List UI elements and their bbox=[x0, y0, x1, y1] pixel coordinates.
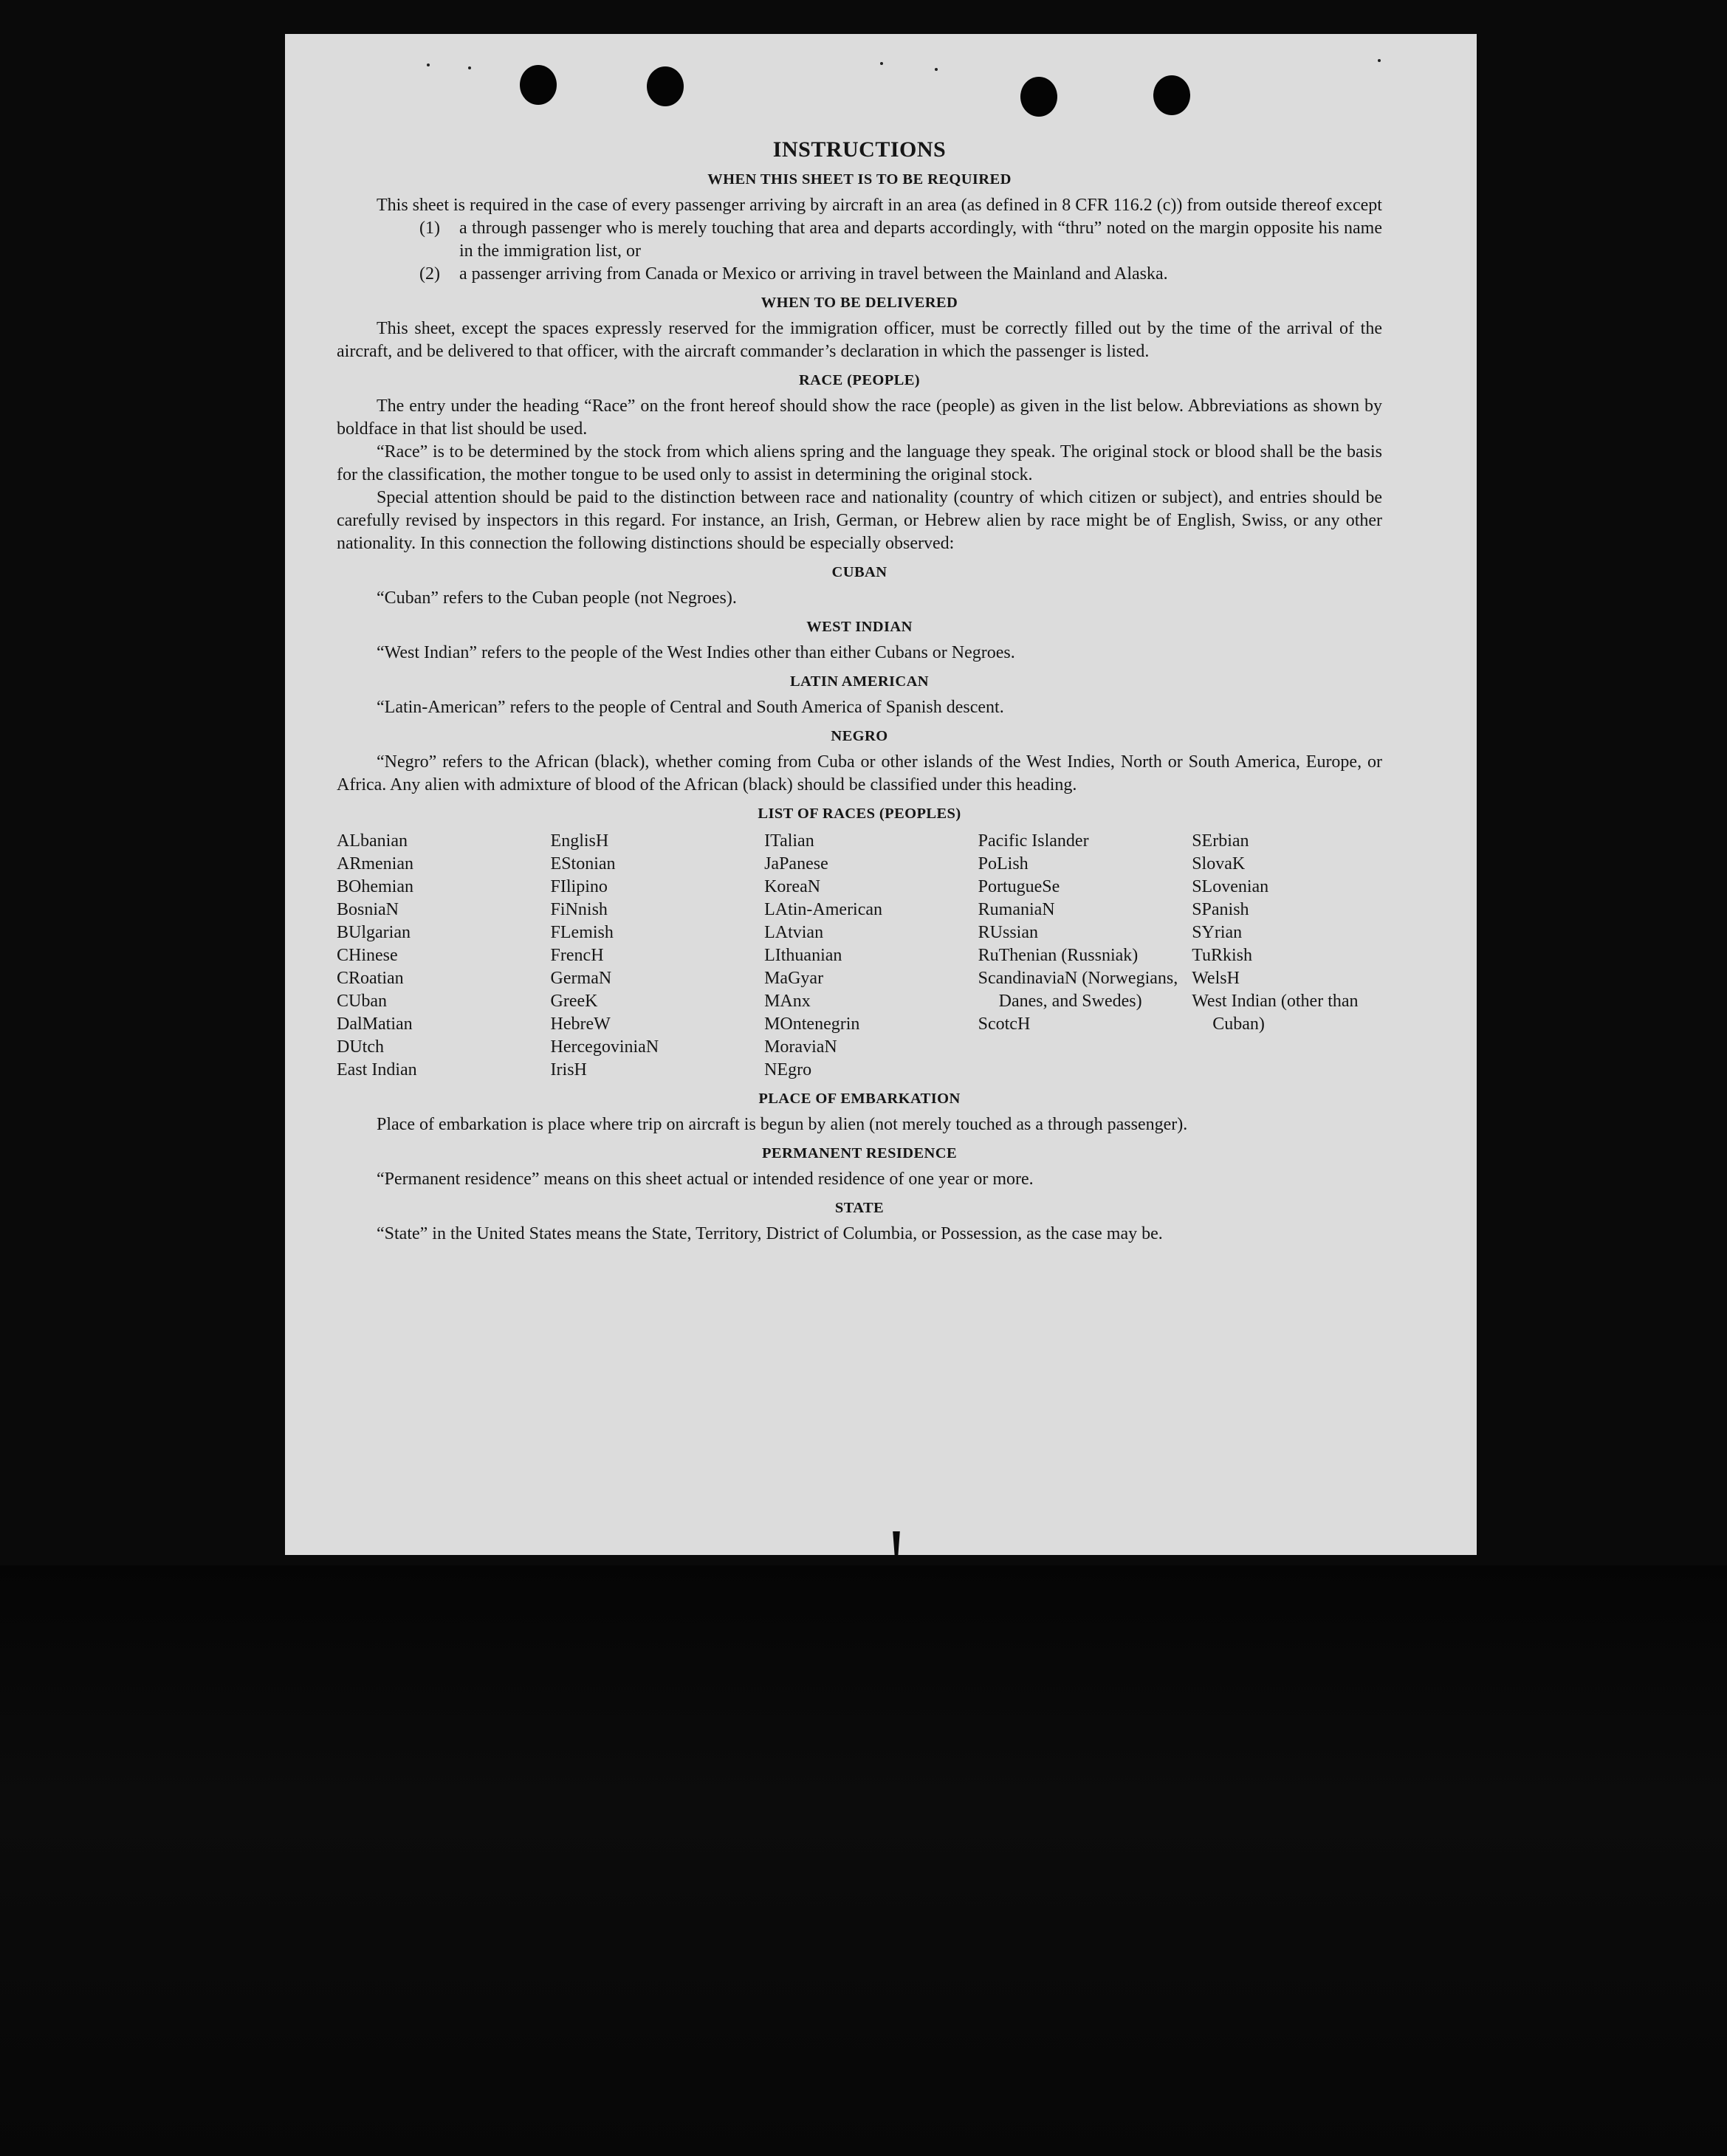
exception-text: a passenger arriving from Canada or Mexico or arriving in travel between the Mainland and Alaska. bbox=[459, 264, 1168, 284]
document-page bbox=[285, 34, 1477, 1555]
scanner-background bbox=[0, 1565, 1727, 2156]
race-entry: HebreW bbox=[550, 1015, 611, 1034]
paragraph: The entry under the heading “Race” on the front hereof should show the race (people) as given in the list below. Abbreviations as shown by boldface in that list should be used. bbox=[337, 396, 1382, 439]
race-entry: LIthuanian bbox=[764, 946, 842, 965]
definition-sections bbox=[337, 1091, 1382, 1246]
race-entry: BosniaN bbox=[337, 900, 399, 919]
exception-item bbox=[419, 263, 1382, 286]
instruction-sections bbox=[337, 171, 1382, 797]
race-entry: ITalian bbox=[764, 831, 814, 851]
race-entry: SErbian bbox=[1192, 831, 1249, 851]
race-entry: SPanish bbox=[1192, 900, 1249, 919]
exception-text: a through passenger who is merely touching that area and departs accordingly, with “thru” noted on the margin opposite his name in the immigration list, or bbox=[459, 219, 1382, 261]
race-entry: MAnx bbox=[764, 992, 811, 1011]
section-heading-place-of-embarkation: PLACE OF EMBARKATION bbox=[758, 1091, 961, 1107]
race-entry: HercegoviniaN bbox=[550, 1037, 659, 1057]
race-entry: EStonian bbox=[550, 854, 616, 873]
punch-hole bbox=[520, 65, 557, 105]
race-entry: ScotcH bbox=[978, 1015, 1031, 1034]
exception-number: (1) bbox=[419, 219, 440, 238]
page-tear bbox=[892, 1531, 901, 1555]
race-entry: TuRkish bbox=[1192, 946, 1253, 965]
race-list bbox=[337, 830, 1382, 1082]
race-entry: MaGyar bbox=[764, 969, 824, 988]
section-heading-when-to-be-delivered: WHEN TO BE DELIVERED bbox=[761, 295, 958, 311]
paragraph: “State” in the United States means the State, Territory, District of Columbia, or Possession, as the case may be. bbox=[377, 1224, 1163, 1243]
race-entry: FrencH bbox=[550, 946, 604, 965]
race-entry: FIlipino bbox=[550, 877, 608, 896]
paragraph: Special attention should be paid to the distinction between race and nationality (country of which citizen or subject), and entries should be carefully revised by inspectors in this regard. For instance, an Irish, German, or Hebrew alien by race might be of English, Swiss, or any other nationality. In this connection the following distinctions should be especially observed: bbox=[337, 488, 1382, 553]
paragraph: “Permanent residence” means on this sheet actual or intended residence of one year or more. bbox=[377, 1170, 1034, 1189]
race-entry: MoraviaN bbox=[764, 1037, 837, 1057]
race-entry: CRoatian bbox=[337, 969, 404, 988]
race-entry: BOhemian bbox=[337, 877, 413, 896]
race-entry: ALbanian bbox=[337, 831, 408, 851]
race-entry: LAtin-American bbox=[764, 900, 883, 919]
race-entry: ARmenian bbox=[337, 854, 413, 873]
document-title: INSTRUCTIONS bbox=[772, 137, 947, 162]
race-entry: RumaniaN bbox=[978, 900, 1055, 919]
exception-number: (2) bbox=[419, 264, 440, 284]
race-entry: GreeK bbox=[550, 992, 598, 1011]
race-column bbox=[1192, 830, 1382, 1082]
race-entry: CHinese bbox=[337, 946, 398, 965]
section-heading-race-people: RACE (PEOPLE) bbox=[798, 372, 921, 388]
race-entry: PortugueSe bbox=[978, 877, 1060, 896]
race-entry: DUtch bbox=[337, 1037, 384, 1057]
paragraph: This sheet, except the spaces expressly reserved for the immigration officer, must be correctly filled out by the time of the arrival of the aircraft, and be delivered to that officer, with the aircraft commander’s declaration in which the passenger is listed. bbox=[337, 319, 1382, 361]
race-entry: KoreaN bbox=[764, 877, 821, 896]
race-entry: IrisH bbox=[550, 1060, 587, 1079]
section-heading-cuban: CUBAN bbox=[831, 564, 887, 580]
race-column bbox=[978, 830, 1192, 1082]
race-entry: FiNnish bbox=[550, 900, 608, 919]
race-column bbox=[764, 830, 978, 1082]
section-heading-when-this-sheet-is-to-be-required: WHEN THIS SHEET IS TO BE REQUIRED bbox=[707, 171, 1012, 188]
race-entry: RUssian bbox=[978, 923, 1038, 942]
scan-speck bbox=[427, 63, 430, 66]
punch-hole bbox=[1020, 77, 1057, 117]
race-entry: FLemish bbox=[550, 923, 614, 942]
race-entry: Pacific Islander bbox=[978, 831, 1089, 851]
section-heading-west-indian: WEST INDIAN bbox=[806, 619, 913, 635]
race-entry: West Indian (other than Cuban) bbox=[1192, 992, 1359, 1034]
race-entry: ScandinaviaN (Norwegians, Danes, and Swedes) bbox=[978, 969, 1178, 1011]
race-entry: SlovaK bbox=[1192, 854, 1246, 873]
paragraph: Place of embarkation is place where trip on aircraft is begun by alien (not merely touched as a through passenger). bbox=[377, 1115, 1188, 1134]
race-entry: JaPanese bbox=[764, 854, 828, 873]
race-column bbox=[337, 830, 551, 1082]
race-entry: DalMatian bbox=[337, 1015, 413, 1034]
race-entry: RuThenian (Russniak) bbox=[978, 946, 1139, 965]
section-heading-permanent-residence: PERMANENT RESIDENCE bbox=[761, 1145, 958, 1161]
punch-hole bbox=[647, 66, 684, 106]
scan-speck bbox=[880, 62, 883, 65]
section-heading-negro: NEGRO bbox=[831, 728, 888, 744]
race-entry: MOntenegrin bbox=[764, 1015, 860, 1034]
race-entry: EnglisH bbox=[550, 831, 609, 851]
race-entry: SYrian bbox=[1192, 923, 1243, 942]
paragraph: “Race” is to be determined by the stock from which aliens spring and the language they speak. The original stock or blood shall be the basis for the classification, the mother tongue to be used only to assist in determining the original stock. bbox=[337, 442, 1382, 484]
race-entry: GermaN bbox=[550, 969, 612, 988]
race-entry: WelsH bbox=[1192, 969, 1240, 988]
race-entry: SLovenian bbox=[1192, 877, 1269, 896]
paragraph: “Negro” refers to the African (black), whether coming from Cuba or other islands of the West Indies, North or South America, Europe, or Africa. Any alien with admixture of blood of the African (black) should be classified under this heading. bbox=[337, 752, 1382, 794]
paragraph: “West Indian” refers to the people of the West Indies other than either Cubans or Negroes. bbox=[377, 643, 1015, 662]
section-heading-state: STATE bbox=[834, 1200, 885, 1216]
race-column bbox=[551, 830, 765, 1082]
scan-speck bbox=[935, 68, 938, 71]
section-heading-latin-american: LATIN AMERICAN bbox=[789, 673, 930, 690]
punch-hole bbox=[1153, 75, 1190, 115]
race-entry: LAtvian bbox=[764, 923, 824, 942]
race-entry: NEgro bbox=[764, 1060, 812, 1079]
race-entry: East Indian bbox=[337, 1060, 417, 1079]
scan-speck bbox=[468, 66, 471, 69]
exception-item bbox=[419, 217, 1382, 263]
race-entry: CUban bbox=[337, 992, 387, 1011]
paragraph: “Latin-American” refers to the people of Central and South America of Spanish descent. bbox=[377, 698, 1004, 717]
race-entry: PoLish bbox=[978, 854, 1029, 873]
races-heading: LIST OF RACES (PEOPLES) bbox=[758, 806, 961, 822]
race-entry: BUlgarian bbox=[337, 923, 411, 942]
paragraph: This sheet is required in the case of every passenger arriving by aircraft in an area (as defined in 8 CFR 116.2 (c)) from outside thereof except bbox=[377, 196, 1382, 215]
paragraph: “Cuban” refers to the Cuban people (not Negroes). bbox=[377, 588, 737, 608]
scan-speck bbox=[1378, 59, 1381, 62]
